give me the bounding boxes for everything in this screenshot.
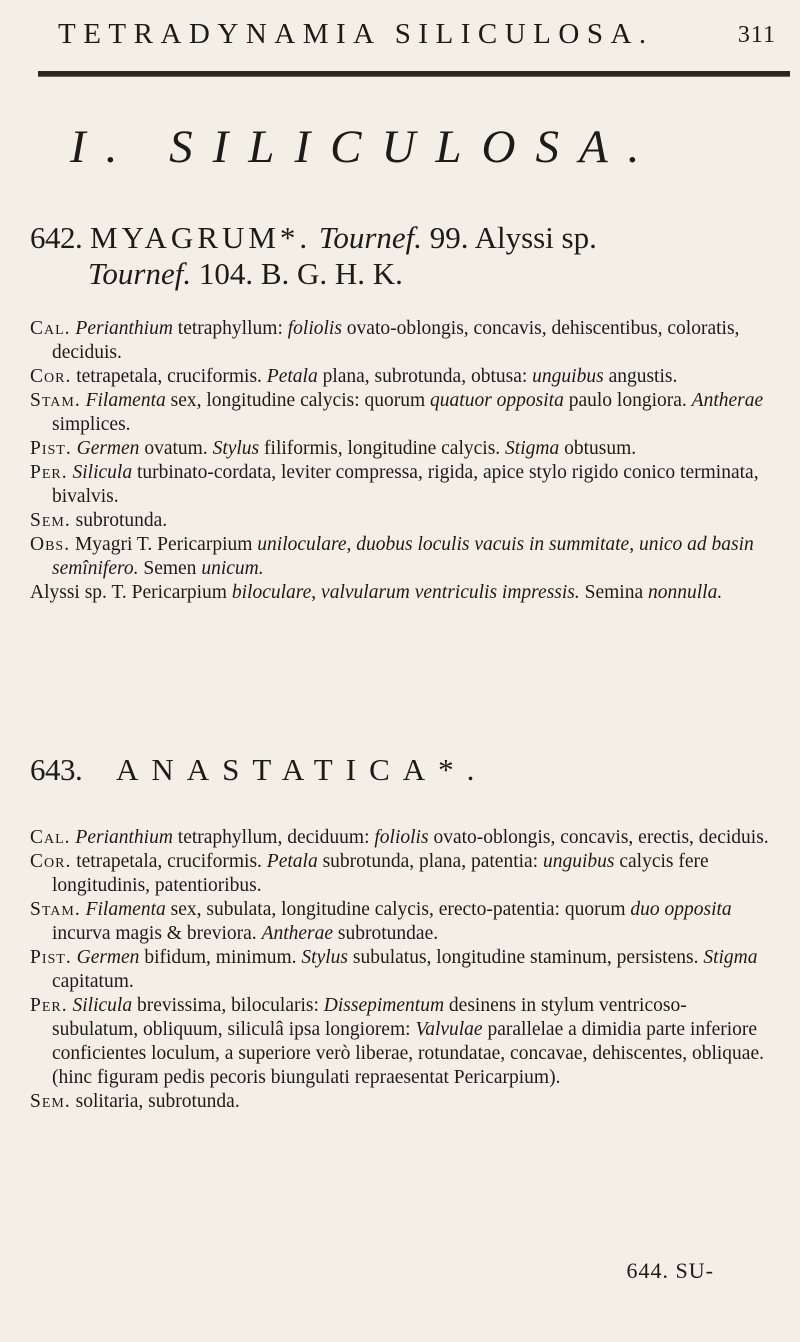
reference-number: 99. [429, 220, 469, 255]
entry-642-title-line [30, 220, 790, 256]
observation-continuation: Alyssi sp. T. Pericarpium biloculare, valvularum ventriculis impressis. Semina nonnulla. [30, 582, 723, 603]
corolla-paragraph: Cor. tetrapetala, cruciformis. Petala plana, subrotunda, obtusa: unguibus angustis. [30, 366, 678, 387]
entry-643-heading [30, 752, 790, 788]
catchword: 644. SU- [626, 1258, 714, 1283]
reference: Tournef. [88, 256, 192, 291]
observation-paragraph: Obs. Myagri T. Pericarpium uniloculare, duobus loculis vacuis in summitate, unico ad basin semînifero. Semen unicum. [30, 534, 754, 579]
entry-642-ref-line [30, 256, 790, 292]
genus-name: ANASTATICA*. [116, 752, 488, 787]
corolla-paragraph: Cor. tetrapetala, cruciformis. Petala subrotunda, plana, patentia: unguibus calycis fere longitudinis, patentioribus. [30, 851, 709, 896]
seed-paragraph: Sem. solitaria, subrotunda. [30, 1091, 240, 1112]
entry-643-description [30, 826, 770, 1114]
page-number: 311 [737, 22, 776, 48]
running-title: TETRADYNAMIA SILICULOSA. [58, 18, 654, 50]
seed-paragraph: Sem. subrotunda. [30, 510, 168, 531]
section-title: I. SILICULOSA. [70, 121, 660, 173]
genus-name: MYAGRUM*. [90, 220, 312, 255]
entry-642-heading [30, 220, 790, 292]
pericarp-paragraph: Per. Silicula brevissima, bilocularis: Dissepimentum desinens in stylum ventricoso-subulatum, obliquum, siliculâ ipsa longiorem: Valvulae parallelae a dimidia parte inferiore conficientes loculum, a superiore verò liberae, rotundatae, concavae, dehiscentes, obliquae. (hinc figuram pedis pecoris biungulati repraesentat Pericarpium). [30, 995, 764, 1088]
entry-642-description [30, 317, 770, 605]
reference-figures: 104. B. G. H. K. [198, 256, 403, 291]
calyx-paragraph: Cal. Perianthium tetraphyllum: foliolis ovato-oblongis, concavis, dehiscentibus, coloratis, deciduis. [30, 318, 740, 363]
synonym: Alyssi sp. [474, 220, 597, 255]
pistil-paragraph: Pist. Germen ovatum. Stylus filiformis, longitudine calycis. Stigma obtusum. [30, 438, 637, 459]
running-head [58, 18, 782, 58]
entry-number: 643. [30, 752, 83, 787]
calyx-paragraph: Cal. Perianthium tetraphyllum, deciduum: foliolis ovato-oblongis, concavis, erectis, deciduis. [30, 827, 769, 848]
pericarp-paragraph: Per. Silicula turbinato-cordata, leviter compressa, rigida, apice stylo rigido conico terminata, bivalvis. [30, 462, 759, 507]
entry-number: 642. [30, 220, 83, 255]
stamens-paragraph: Stam. Filamenta sex, subulata, longitudine calycis, erecto-patentia: quorum duo opposita incurva magis & breviora. Antherae subrotundae. [30, 899, 732, 944]
stamens-paragraph: Stam. Filamenta sex, longitudine calycis: quorum quatuor opposita paulo longiora. Antherae simplices. [30, 390, 764, 435]
pistil-paragraph: Pist. Germen bifidum, minimum. Stylus subulatus, longitudine staminum, persistens. Stigma capitatum. [30, 947, 758, 992]
header-rule [38, 71, 790, 77]
reference: Tournef. [318, 220, 423, 255]
